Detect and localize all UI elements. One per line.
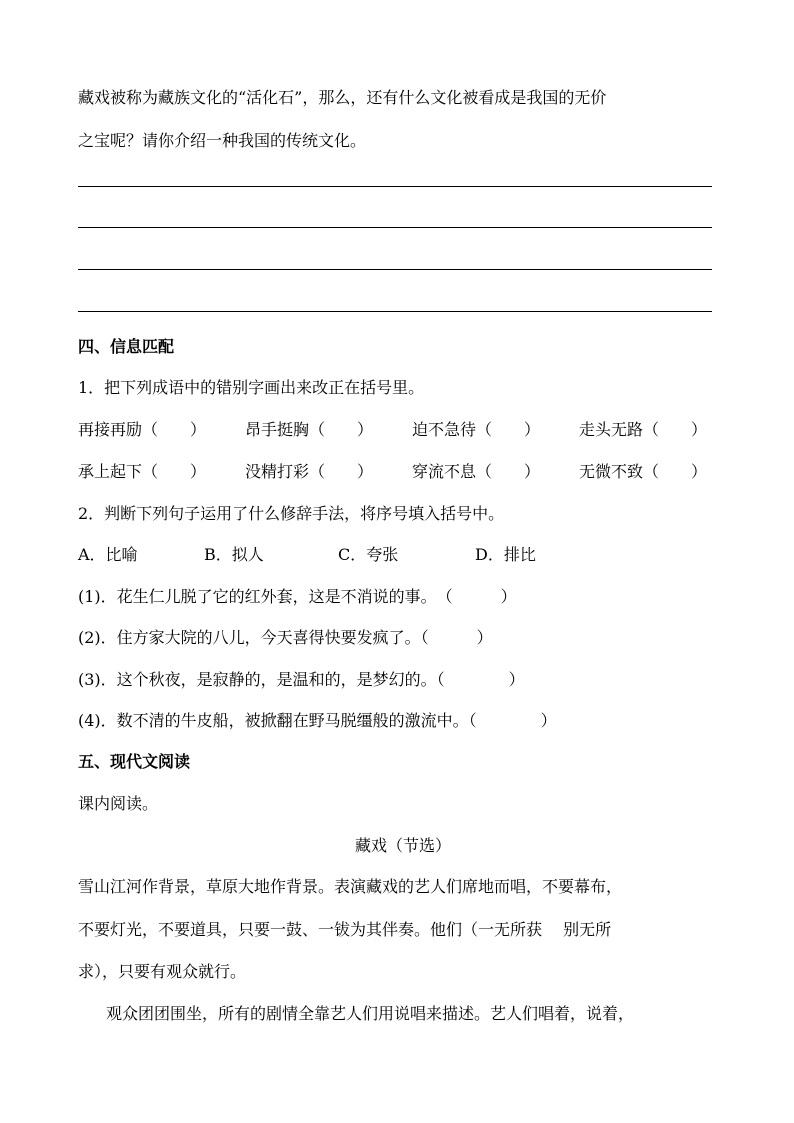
- answer-line-2[interactable]: [78, 227, 712, 228]
- passage-line-3: 求），只要有观众就行。: [78, 962, 247, 981]
- idiom-1-1: 再接再励（ ）: [78, 420, 207, 439]
- section-5-title: 五、现代文阅读: [78, 752, 191, 771]
- section-5-subtitle: 课内阅读。: [78, 794, 159, 813]
- option-c: C．夸张: [338, 545, 399, 564]
- sentence-3: (3)．这个秋夜，是寂静的，是温和的，是梦幻的。（ ）: [78, 670, 525, 689]
- passage-title: 藏戏（节选）: [355, 836, 452, 855]
- option-d: D．排比: [475, 545, 536, 564]
- passage-line-4: 观众团团围坐，所有的剧情全靠艺人们用说唱来描述。艺人们唱着，说着，: [106, 1004, 635, 1023]
- sentence-4: (4)．数不清的牛皮船，被掀翻在野马脱缰般的激流中。（ ）: [78, 711, 557, 730]
- idiom-2-3: 穿流不息（ ）: [412, 462, 541, 481]
- intro-line-2: 之宝呢？请你介绍一种我国的传统文化。: [78, 131, 367, 150]
- answer-line-1[interactable]: [78, 186, 712, 187]
- idiom-2-4: 无微不致（ ）: [579, 462, 708, 481]
- sentence-1: (1)．花生仁儿脱了它的红外套，这是不消说的事。 （ ）: [78, 587, 517, 606]
- sentence-2: (2)．住方家大院的八儿，今天喜得快要发疯了。（ ）: [78, 628, 493, 647]
- passage-line-2: 不要灯光，不要道具，只要一鼓、一钹为其伴奏。他们（一无所获 别无所: [78, 920, 612, 939]
- passage-line-1: 雪山江河作背景，草原大地作背景。表演藏戏的艺人们席地而唱，不要幕布，: [78, 877, 623, 896]
- answer-line-4[interactable]: [78, 311, 712, 312]
- idiom-1-3: 迫不急待（ ）: [412, 420, 541, 439]
- question-2: 2．判断下列句子运用了什么修辞手法，将序号填入括号中。: [78, 504, 505, 523]
- idiom-2-1: 承上起下（ ）: [78, 462, 207, 481]
- question-1: 1．把下列成语中的错别字画出来改正在括号里。: [78, 378, 425, 397]
- answer-line-3[interactable]: [78, 269, 712, 270]
- section-4-title: 四、信息匹配: [78, 337, 175, 356]
- intro-line-1: 藏戏被称为藏族文化的“活化石”，那么，还有什么文化被看成是我国的无价: [78, 88, 607, 107]
- option-b: B．拟人: [204, 545, 264, 564]
- idiom-1-2: 昂手挺胸（ ）: [245, 420, 374, 439]
- idiom-2-2: 没精打彩（ ）: [245, 462, 374, 481]
- option-a: A．比喻: [78, 545, 138, 564]
- idiom-1-4: 走头无路（ ）: [579, 420, 708, 439]
